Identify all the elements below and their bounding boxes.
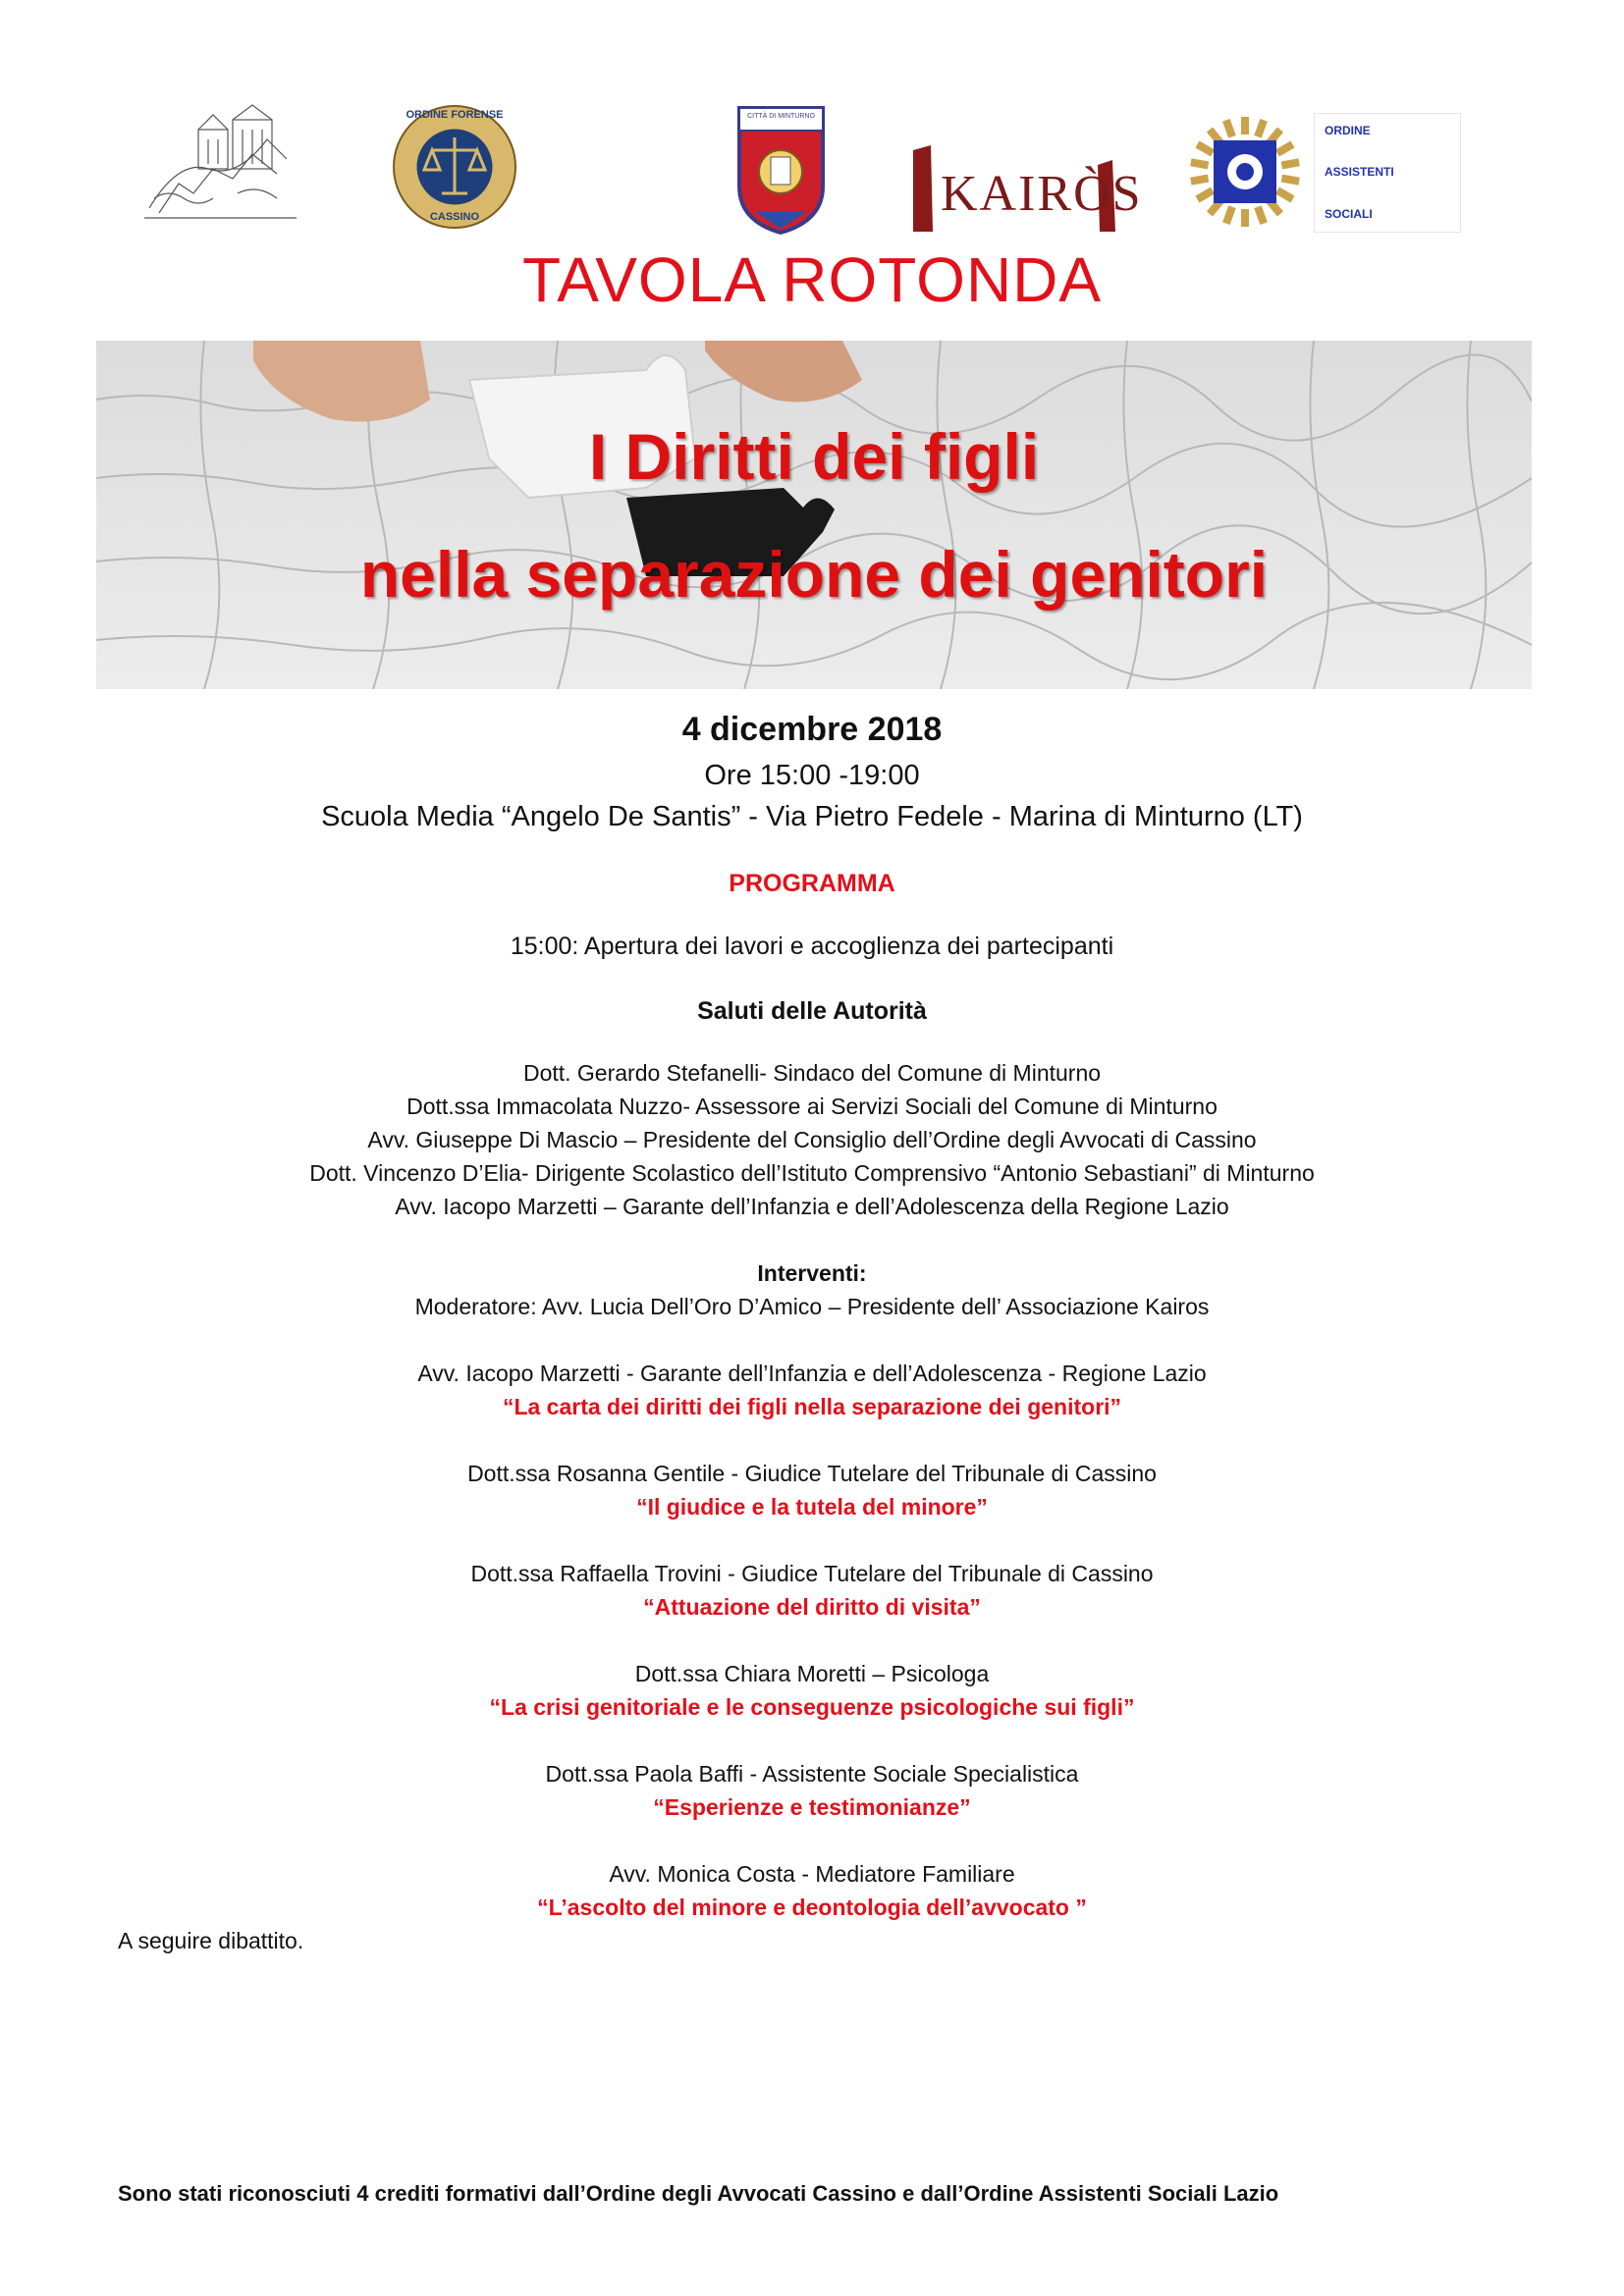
- assistenti-line3: SOCIALI: [1325, 207, 1373, 221]
- comune-ribbon-text: CITTÀ DI MINTURNO: [747, 113, 815, 120]
- sketch-logo: [139, 100, 301, 226]
- assistenti-line1: ORDINE: [1325, 124, 1371, 137]
- closing-note: A seguire dibattito.: [118, 1928, 304, 1953]
- banner-line-1: I Diritti dei figli: [588, 420, 1040, 493]
- kairos-logo: [911, 145, 1143, 232]
- assistenti-text-box: [1314, 113, 1461, 233]
- talk-topic: “L’ascolto del minore e deontologia dell’avvocato ”: [537, 1895, 1087, 1920]
- greeting-line: Dott. Vincenzo D’Elia- Dirigente Scolastico dell’Istituto Comprensivo “Antonio Sebastiani” di Minturno: [309, 1160, 1315, 1186]
- talk-speaker: Dott.ssa Raffaella Trovini - Giudice Tutelare del Tribunale di Cassino: [470, 1561, 1154, 1586]
- talk-speaker: Dott.ssa Rosanna Gentile - Giudice Tutelare del Tribunale di Cassino: [467, 1461, 1157, 1486]
- talk-topic: “Attuazione del diritto di visita”: [643, 1594, 981, 1620]
- program-heading: PROGRAMMA: [729, 870, 895, 897]
- moderator-line: Moderatore: Avv. Lucia Dell’Oro D’Amico – Presidente dell’ Associazione Kairos: [414, 1294, 1210, 1319]
- talk-speaker: Dott.ssa Paola Baffi - Assistente Sociale Specialistica: [545, 1761, 1079, 1787]
- talk-speaker: Dott.ssa Chiara Moretti – Psicologa: [634, 1661, 990, 1686]
- greeting-line: Avv. Iacopo Marzetti – Garante dell’Infanzia e dell’Adolescenza della Regione Lazio: [395, 1194, 1229, 1219]
- forense-bottom-text: CASSINO: [429, 211, 480, 223]
- talk-topic: “La crisi genitoriale e le conseguenze psicologiche sui figli”: [489, 1694, 1135, 1720]
- greeting-line: Dott.ssa Immacolata Nuzzo- Assessore ai Servizi Sociali del Comune di Minturno: [406, 1094, 1218, 1119]
- ordine-forense-logo: [391, 103, 518, 231]
- footer-credits: Sono stati riconosciuti 4 crediti formativi dall’Ordine degli Avvocati Cassino e dall’Ordine Assistenti Sociali Lazio: [118, 2181, 1279, 2206]
- page-title: TAVOLA ROTONDA: [521, 244, 1103, 315]
- greeting-line: Avv. Giuseppe Di Mascio – Presidente del Consiglio dell’Ordine degli Avvocati di Cassino: [367, 1127, 1257, 1152]
- event-date: 4 dicembre 2018: [681, 711, 943, 748]
- event-hours: Ore 15:00 -19:00: [704, 760, 920, 791]
- talk-topic: “La carta dei diritti dei figli nella separazione dei genitori”: [502, 1394, 1122, 1419]
- forense-top-text: ORDINE FORENSE: [406, 109, 504, 121]
- comune-minturno-crest: [734, 103, 828, 236]
- assistenti-line2: ASSISTENTI: [1325, 165, 1394, 179]
- banner-line-2: nella separazione dei genitori: [359, 538, 1269, 611]
- puzzle-banner: [96, 341, 1532, 689]
- greeting-line: Dott. Gerardo Stefanelli- Sindaco del Comune di Minturno: [522, 1060, 1102, 1086]
- event-venue: Scuola Media “Angelo De Santis” - Via Pietro Fedele - Marina di Minturno (LT): [321, 801, 1303, 832]
- talk-speaker: Avv. Monica Costa - Mediatore Familiare: [609, 1861, 1015, 1887]
- talk-speaker: Avv. Iacopo Marzetti - Garante dell’Infanzia e dell’Adolescenza - Regione Lazio: [417, 1361, 1207, 1386]
- program-opening: 15:00: Apertura dei lavori e accoglienza dei partecipanti: [510, 933, 1114, 960]
- kairos-text: KAIRÒS: [941, 166, 1143, 222]
- talk-topic: “Il giudice e la tutela del minore”: [636, 1494, 988, 1520]
- talk-topic: “Esperienze e testimonianze”: [653, 1794, 971, 1820]
- interventions-heading: Interventi:: [757, 1260, 867, 1286]
- greetings-heading: Saluti delle Autorità: [697, 997, 927, 1025]
- assistenti-sociali-logo: [1186, 113, 1461, 236]
